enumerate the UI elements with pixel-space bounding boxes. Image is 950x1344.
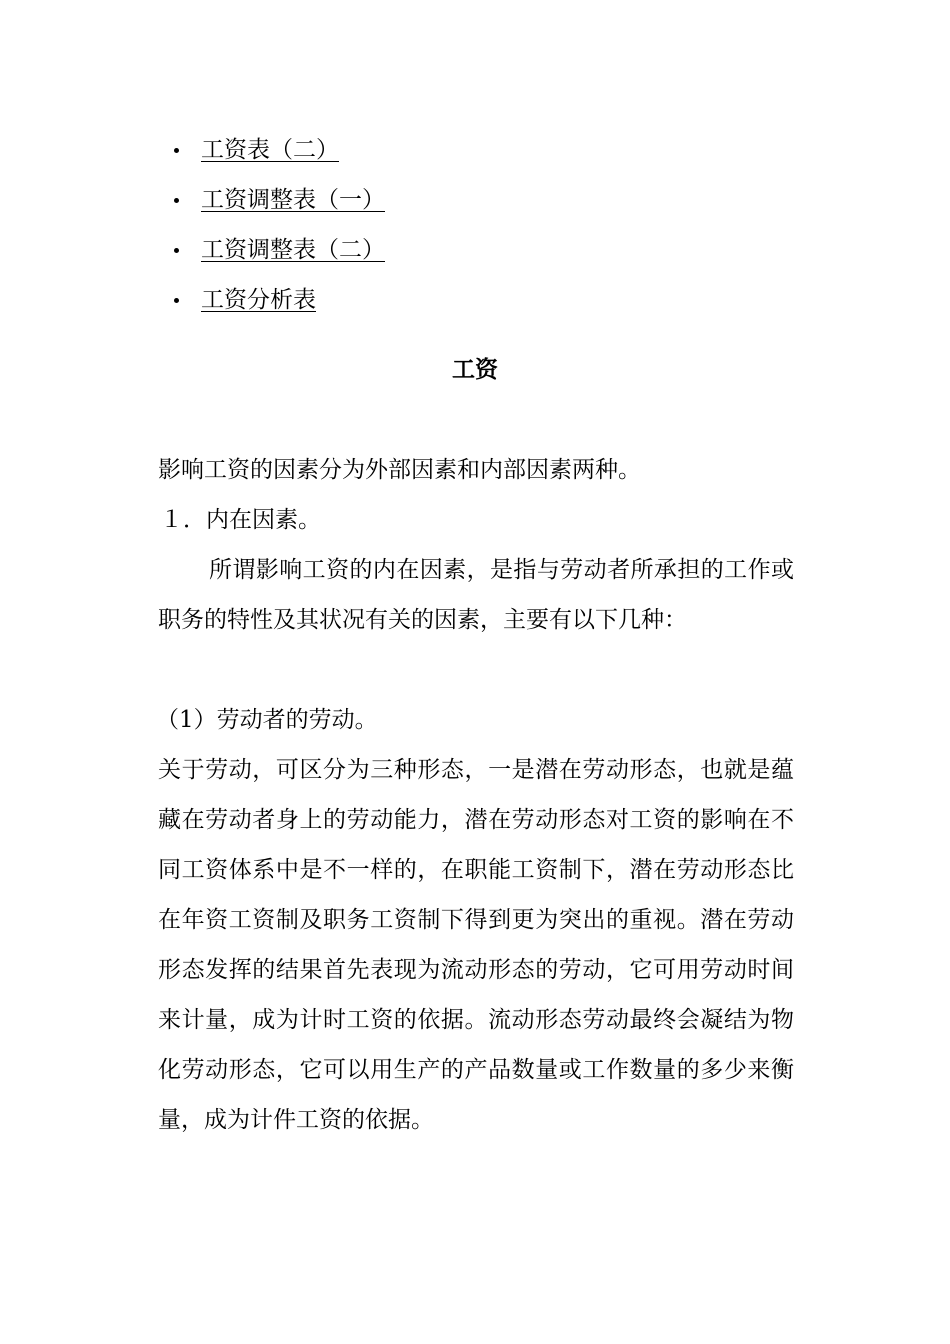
subsection-heading-labor: （1）劳动者的劳动。 <box>156 707 378 733</box>
intro-paragraph: 影响工资的因素分为外部因素和内部因素两种。 <box>158 457 641 483</box>
page-title: 工资 <box>452 356 498 383</box>
link-salary-adjustment-table-1[interactable]: 工资调整表（一） <box>201 187 385 213</box>
link-salary-adjustment-table-2[interactable]: 工资调整表（二） <box>201 237 385 263</box>
bullet-icon <box>174 248 179 253</box>
bullet-icon <box>174 198 179 203</box>
link-salary-analysis-table[interactable]: 工资分析表 <box>201 287 316 313</box>
section-heading-internal-factors: １．内在因素。 <box>160 507 321 533</box>
bullet-icon <box>174 298 179 303</box>
internal-factors-paragraph: 所谓影响工资的内在因素，是指与劳动者所承担的工作或职务的特性及其状况有关的因素，主要有以下几种： <box>158 557 794 633</box>
bullet-icon <box>174 148 179 153</box>
link-salary-table-2[interactable]: 工资表（二） <box>201 137 339 163</box>
labor-paragraph: 关于劳动，可区分为三种形态，一是潜在劳动形态，也就是蕴藏在劳动者身上的劳动能力，潜在劳动形态对工资的影响在不同工资体系中是不一样的，在职能工资制下，潜在劳动形态比在年资工资制及职务工资制下得到更为突出的重视。潜在劳动形态发挥的结果首先表现为流动形态的劳动，它可用劳动时间来计量，成为计时工资的依据。流动形态劳动最终会凝结为物化劳动形态，它可以用生产的产品数量或工作数量的多少来衡量，成为计件工资的依据。 <box>158 757 794 1133</box>
